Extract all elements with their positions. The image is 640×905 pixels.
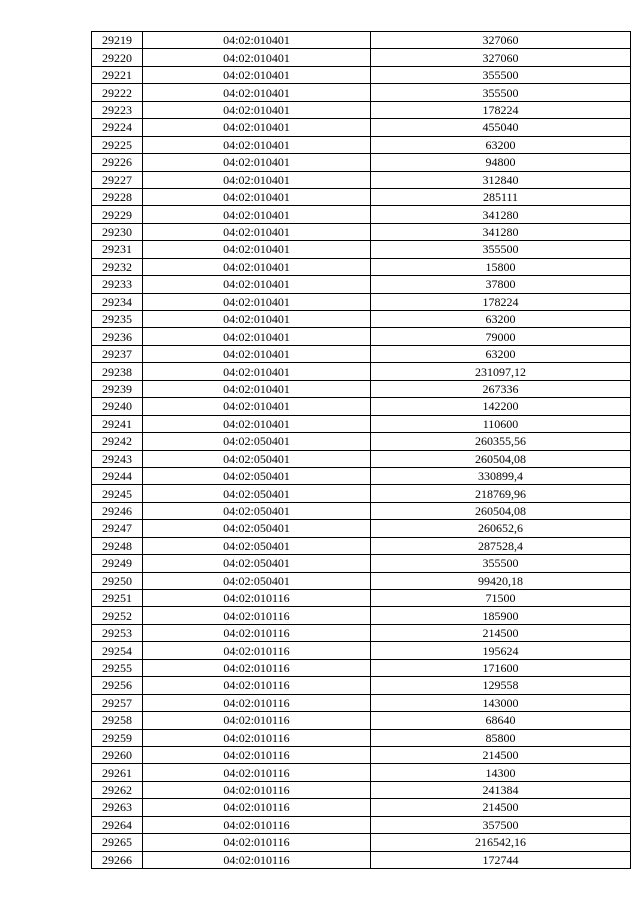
amount-cell: 218769,96	[371, 485, 631, 502]
amount-cell: 285111	[371, 188, 631, 205]
cadastral-code-cell: 04:02:010401	[143, 363, 371, 380]
row-number-cell: 29265	[92, 834, 143, 851]
table-row	[92, 694, 631, 711]
amount-cell: 129558	[371, 677, 631, 694]
cadastral-code-cell: 04:02:010116	[143, 694, 371, 711]
row-number-cell: 29221	[92, 66, 143, 83]
amount-cell: 37800	[371, 276, 631, 293]
cadastral-code-cell: 04:02:010401	[143, 84, 371, 101]
row-number-cell: 29257	[92, 694, 143, 711]
row-number-cell: 29222	[92, 84, 143, 101]
amount-cell: 341280	[371, 223, 631, 240]
row-number-cell: 29244	[92, 467, 143, 484]
amount-cell: 341280	[371, 206, 631, 223]
amount-cell: 355500	[371, 241, 631, 258]
amount-cell: 63200	[371, 311, 631, 328]
amount-cell: 260504,08	[371, 502, 631, 519]
table-row	[92, 642, 631, 659]
table-row	[92, 258, 631, 275]
cadastral-code-cell: 04:02:010401	[143, 206, 371, 223]
cadastral-code-cell: 04:02:050401	[143, 485, 371, 502]
table-row	[92, 206, 631, 223]
amount-cell: 231097,12	[371, 363, 631, 380]
cadastral-code-cell: 04:02:010401	[143, 223, 371, 240]
cadastral-code-cell: 04:02:010116	[143, 729, 371, 746]
cadastral-code-cell: 04:02:010116	[143, 764, 371, 781]
amount-cell: 260652,6	[371, 520, 631, 537]
cadastral-code-cell: 04:02:010116	[143, 712, 371, 729]
amount-cell: 63200	[371, 345, 631, 362]
amount-cell: 287528,4	[371, 537, 631, 554]
row-number-cell: 29237	[92, 345, 143, 362]
row-number-cell: 29248	[92, 537, 143, 554]
table-row	[92, 66, 631, 83]
cadastral-code-cell: 04:02:010401	[143, 293, 371, 310]
data-table	[91, 31, 631, 869]
cadastral-code-cell: 04:02:010401	[143, 311, 371, 328]
table-row	[92, 154, 631, 171]
amount-cell: 143000	[371, 694, 631, 711]
row-number-cell: 29246	[92, 502, 143, 519]
table-row	[92, 311, 631, 328]
table-row	[92, 590, 631, 607]
table-row	[92, 746, 631, 763]
amount-cell: 355500	[371, 84, 631, 101]
row-number-cell: 29226	[92, 154, 143, 171]
row-number-cell: 29234	[92, 293, 143, 310]
table-row	[92, 398, 631, 415]
table-row	[92, 136, 631, 153]
row-number-cell: 29241	[92, 415, 143, 432]
cadastral-code-cell: 04:02:010401	[143, 171, 371, 188]
amount-cell: 260355,56	[371, 433, 631, 450]
row-number-cell: 29232	[92, 258, 143, 275]
row-number-cell: 29261	[92, 764, 143, 781]
row-number-cell: 29263	[92, 799, 143, 816]
table-row	[92, 328, 631, 345]
row-number-cell: 29260	[92, 746, 143, 763]
table-row	[92, 712, 631, 729]
table-row	[92, 659, 631, 676]
table-row	[92, 415, 631, 432]
amount-cell: 172744	[371, 851, 631, 868]
cadastral-code-cell: 04:02:010401	[143, 276, 371, 293]
amount-cell: 15800	[371, 258, 631, 275]
row-number-cell: 29259	[92, 729, 143, 746]
amount-cell: 14300	[371, 764, 631, 781]
cadastral-code-cell: 04:02:010401	[143, 188, 371, 205]
amount-cell: 85800	[371, 729, 631, 746]
table-row	[92, 293, 631, 310]
table-row	[92, 851, 631, 868]
table-row	[92, 816, 631, 833]
amount-cell: 260504,08	[371, 450, 631, 467]
amount-cell: 355500	[371, 555, 631, 572]
amount-cell: 216542,16	[371, 834, 631, 851]
table-row	[92, 467, 631, 484]
row-number-cell: 29258	[92, 712, 143, 729]
row-number-cell: 29235	[92, 311, 143, 328]
row-number-cell: 29238	[92, 363, 143, 380]
table-row	[92, 520, 631, 537]
amount-cell: 63200	[371, 136, 631, 153]
row-number-cell: 29225	[92, 136, 143, 153]
cadastral-code-cell: 04:02:050401	[143, 520, 371, 537]
amount-cell: 195624	[371, 642, 631, 659]
table-row	[92, 572, 631, 589]
row-number-cell: 29255	[92, 659, 143, 676]
cadastral-code-cell: 04:02:010116	[143, 851, 371, 868]
amount-cell: 312840	[371, 171, 631, 188]
amount-cell: 214500	[371, 746, 631, 763]
row-number-cell: 29249	[92, 555, 143, 572]
row-number-cell: 29240	[92, 398, 143, 415]
row-number-cell: 29223	[92, 101, 143, 118]
cadastral-code-cell: 04:02:050401	[143, 433, 371, 450]
cadastral-code-cell: 04:02:050401	[143, 450, 371, 467]
table-row	[92, 49, 631, 66]
table-row	[92, 363, 631, 380]
row-number-cell: 29224	[92, 119, 143, 136]
table-row	[92, 223, 631, 240]
table-row	[92, 276, 631, 293]
row-number-cell: 29236	[92, 328, 143, 345]
row-number-cell: 29231	[92, 241, 143, 258]
table-row	[92, 433, 631, 450]
amount-cell: 327060	[371, 32, 631, 49]
row-number-cell: 29242	[92, 433, 143, 450]
cadastral-code-cell: 04:02:010401	[143, 49, 371, 66]
table-row	[92, 188, 631, 205]
cadastral-code-cell: 04:02:010401	[143, 328, 371, 345]
table-row	[92, 781, 631, 798]
table-row	[92, 555, 631, 572]
cadastral-code-cell: 04:02:010401	[143, 241, 371, 258]
table-row	[92, 101, 631, 118]
cadastral-code-cell: 04:02:050401	[143, 555, 371, 572]
amount-cell: 357500	[371, 816, 631, 833]
cadastral-code-cell: 04:02:010401	[143, 101, 371, 118]
cadastral-code-cell: 04:02:010401	[143, 258, 371, 275]
row-number-cell: 29245	[92, 485, 143, 502]
cadastral-code-cell: 04:02:010401	[143, 398, 371, 415]
table-row	[92, 84, 631, 101]
table-row	[92, 502, 631, 519]
cadastral-code-cell: 04:02:010116	[143, 816, 371, 833]
row-number-cell: 29256	[92, 677, 143, 694]
amount-cell: 68640	[371, 712, 631, 729]
table-row	[92, 119, 631, 136]
cadastral-code-cell: 04:02:010401	[143, 345, 371, 362]
cadastral-code-cell: 04:02:010116	[143, 781, 371, 798]
table-row	[92, 799, 631, 816]
row-number-cell: 29239	[92, 380, 143, 397]
cadastral-code-cell: 04:02:010401	[143, 66, 371, 83]
cadastral-code-cell: 04:02:010116	[143, 642, 371, 659]
amount-cell: 327060	[371, 49, 631, 66]
row-number-cell: 29229	[92, 206, 143, 223]
table-row	[92, 345, 631, 362]
table-row	[92, 450, 631, 467]
amount-cell: 142200	[371, 398, 631, 415]
amount-cell: 214500	[371, 624, 631, 641]
row-number-cell: 29251	[92, 590, 143, 607]
row-number-cell: 29264	[92, 816, 143, 833]
cadastral-code-cell: 04:02:010401	[143, 415, 371, 432]
amount-cell: 94800	[371, 154, 631, 171]
table-row	[92, 32, 631, 49]
cadastral-code-cell: 04:02:010116	[143, 799, 371, 816]
amount-cell: 79000	[371, 328, 631, 345]
row-number-cell: 29262	[92, 781, 143, 798]
table-row	[92, 380, 631, 397]
amount-cell: 330899,4	[371, 467, 631, 484]
amount-cell: 99420,18	[371, 572, 631, 589]
amount-cell: 110600	[371, 415, 631, 432]
row-number-cell: 29220	[92, 49, 143, 66]
table-row	[92, 537, 631, 554]
cadastral-code-cell: 04:02:010401	[143, 154, 371, 171]
row-number-cell: 29252	[92, 607, 143, 624]
row-number-cell: 29219	[92, 32, 143, 49]
amount-cell: 214500	[371, 799, 631, 816]
cadastral-code-cell: 04:02:010116	[143, 607, 371, 624]
cadastral-code-cell: 04:02:010116	[143, 677, 371, 694]
table-row	[92, 624, 631, 641]
amount-cell: 241384	[371, 781, 631, 798]
cadastral-code-cell: 04:02:010401	[143, 119, 371, 136]
table-row	[92, 241, 631, 258]
cadastral-code-cell: 04:02:010401	[143, 32, 371, 49]
table-row	[92, 729, 631, 746]
cadastral-code-cell: 04:02:050401	[143, 537, 371, 554]
row-number-cell: 29227	[92, 171, 143, 188]
table-row	[92, 171, 631, 188]
amount-cell: 267336	[371, 380, 631, 397]
cadastral-code-cell: 04:02:010401	[143, 380, 371, 397]
table-row	[92, 607, 631, 624]
table-row	[92, 834, 631, 851]
row-number-cell: 29228	[92, 188, 143, 205]
table-body	[92, 32, 631, 869]
amount-cell: 178224	[371, 293, 631, 310]
amount-cell: 178224	[371, 101, 631, 118]
amount-cell: 185900	[371, 607, 631, 624]
amount-cell: 355500	[371, 66, 631, 83]
row-number-cell: 29247	[92, 520, 143, 537]
cadastral-code-cell: 04:02:010401	[143, 136, 371, 153]
cadastral-code-cell: 04:02:010116	[143, 624, 371, 641]
row-number-cell: 29230	[92, 223, 143, 240]
cadastral-code-cell: 04:02:050401	[143, 467, 371, 484]
amount-cell: 455040	[371, 119, 631, 136]
cadastral-code-cell: 04:02:010116	[143, 834, 371, 851]
row-number-cell: 29253	[92, 624, 143, 641]
amount-cell: 171600	[371, 659, 631, 676]
cadastral-code-cell: 04:02:010116	[143, 746, 371, 763]
row-number-cell: 29243	[92, 450, 143, 467]
cadastral-code-cell: 04:02:010116	[143, 659, 371, 676]
row-number-cell: 29233	[92, 276, 143, 293]
table-row	[92, 764, 631, 781]
cadastral-code-cell: 04:02:050401	[143, 502, 371, 519]
cadastral-code-cell: 04:02:050401	[143, 572, 371, 589]
amount-cell: 71500	[371, 590, 631, 607]
row-number-cell: 29266	[92, 851, 143, 868]
cadastral-code-cell: 04:02:010116	[143, 590, 371, 607]
row-number-cell: 29254	[92, 642, 143, 659]
table-row	[92, 677, 631, 694]
row-number-cell: 29250	[92, 572, 143, 589]
table-row	[92, 485, 631, 502]
